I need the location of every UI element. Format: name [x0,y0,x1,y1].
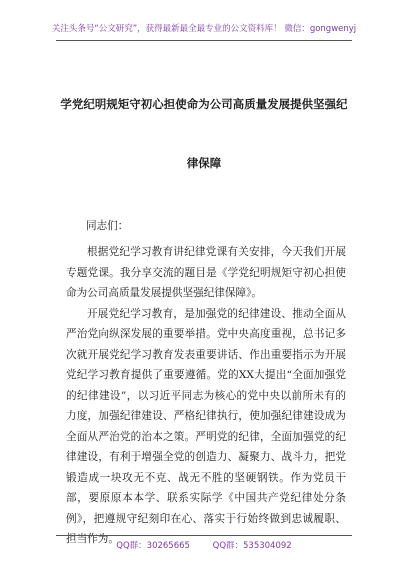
document-title-line-1: 学党纪明规矩守初心担使命为公司高质量发展提供坚强纪 [60,97,348,111]
greeting: 同志们： [86,220,129,232]
document-title-line-2: 律保障 [186,156,222,170]
paragraph-2: 开展党纪学习教育，是加强党的纪律建设、推动全面从严治党向纵深发展的重要举措。党中央高度重视，总书记多次就开展党纪学习教育发表重要讲话、作出重要指示为开展党纪学习教育提供了重要遵循。党的XX大提出“全面加强党的纪律建设”，以习近平同志为核心的党中央以前所未有的力度，加强纪律建设、严格纪律执行，使加强纪律建设成为全面从严治党的治本之策。严明党的纪律，全面加强党的纪律建设，有利于增强全党的创造力、凝聚力、战斗力，把党锻造成一块攻无不克、战无不胜的坚硬钢铁。作为党员干部，要原原本本学、联系实际学《中国共产党纪律处分条例》，把遵规守纪刻印在心、落实于行始终做到忠诚履职、担当作为。 [66,307,346,545]
footer-qq-group-2: QQ群：535304092 [212,541,292,551]
footer-divider [56,535,352,536]
paragraph-1: 根据党纪学习教育讲纪律党课有关安排，今天我们开展专题党课。我分享交流的题目是《学党纪明规矩守初心担使命为公司高质量发展提供坚强纪律保障》。 [66,246,346,299]
page-header: 关注头条号“公文研究”，获得最新最全最专业的公文资料库！ 微信：gongwenyj [51,24,357,34]
header-divider [56,40,352,41]
footer-qq-group-1: QQ群：30265665 [116,541,190,551]
document-body [66,242,346,550]
page-footer [0,539,408,551]
